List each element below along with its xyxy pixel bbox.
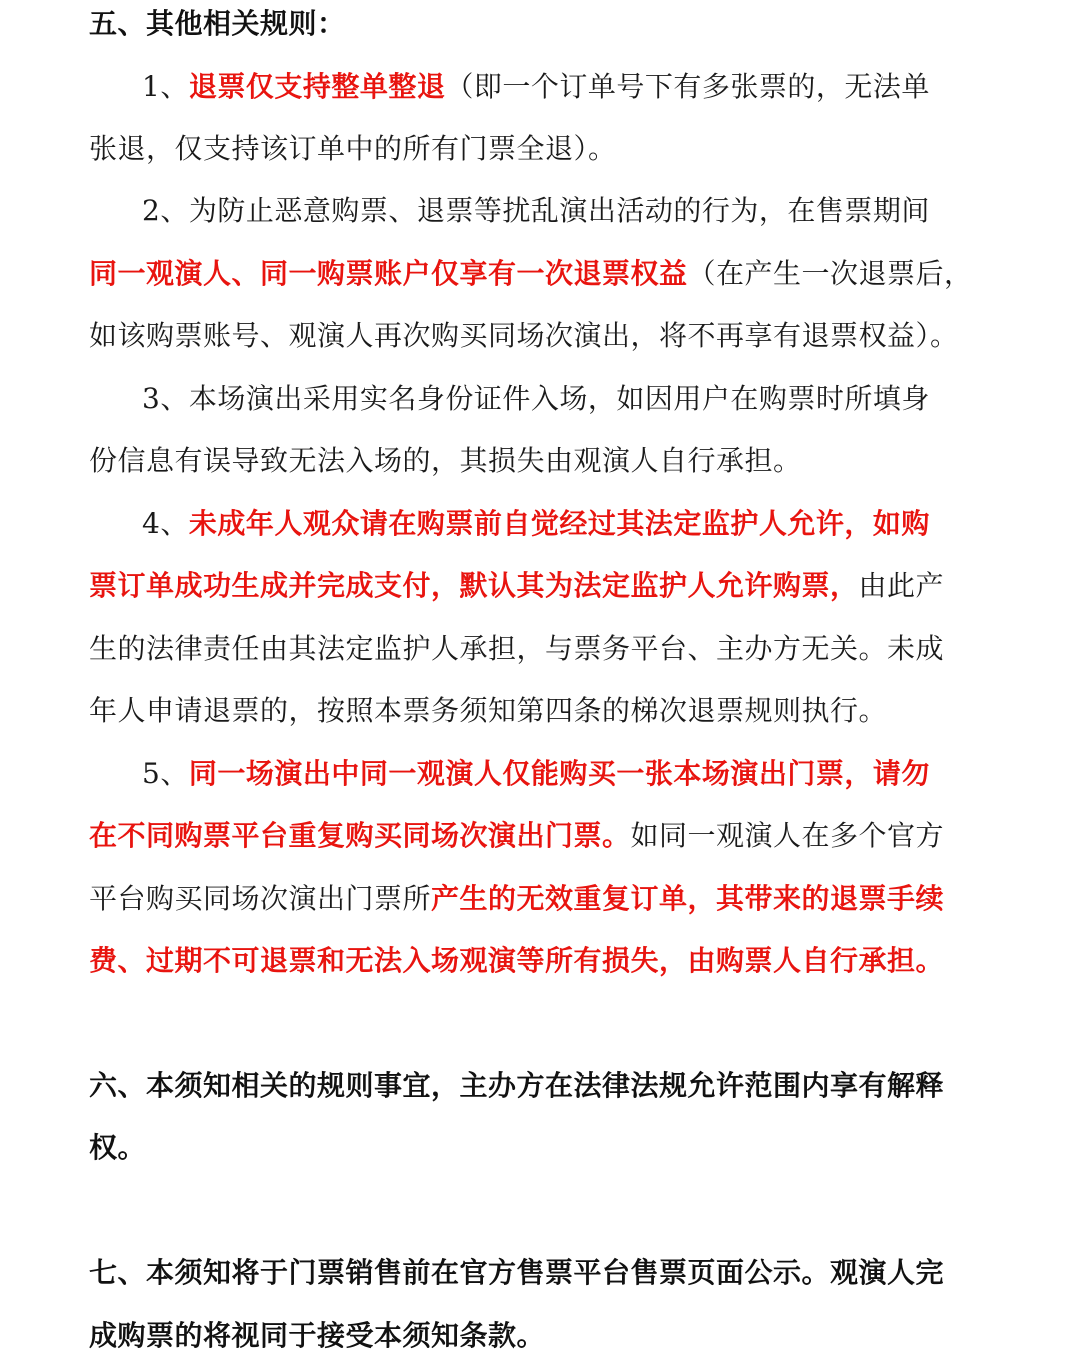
item-5-emphasis-cont: 在不同购票平台重复购买同场次演出门票。 [89,819,631,852]
item-1-text: （即一个订单号下有多张票的，无法单 [445,70,930,103]
item-5-text: 如同一观演人在多个官方 [630,819,945,852]
item-4-text-cont: 生的法律责任由其法定监护人承担，与票务平台、主办方无关。未成 [89,632,945,665]
item-2-text-cont: （在产生一次退票后， [687,257,973,290]
item-3-text-cont: 份信息有误导致无法入场的，其损失由观演人自行承担。 [89,444,802,477]
section-5-heading-text: 五、其他相关规则： [89,7,346,40]
section-7-line-1 [89,1253,945,1293]
item-4-text: 由此产 [858,569,945,602]
item-5-line-2 [89,816,945,856]
item-4-line-1 [142,504,930,544]
item-3-text: 本场演出采用实名身份证件入场，如因用户在购票时所填身 [188,382,930,415]
item-3-line-1 [142,379,930,419]
item-3-number: 3、 [142,382,189,415]
item-5-text-cont: 平台购买同场次演出门票所 [89,882,432,915]
item-2-number: 2、 [142,194,189,227]
item-5-emphasis-2: 产生的无效重复订单，其带来的退票手续 [431,882,945,915]
item-4-line-3 [89,629,945,669]
item-1-text-cont: 张退，仅支持该订单中的所有门票全退）。 [89,132,617,165]
section-6-text-cont: 权。 [89,1131,147,1164]
item-1-number: 1、 [142,70,189,103]
section-5-heading [89,4,919,44]
item-2-text-end: 如该购票账号、观演人再次购买同场次演出，将不再享有退票权益）。 [89,319,959,352]
item-1-line-1 [142,67,930,107]
item-2-emphasis: 同一观演人、同一购票账户仅享有一次退票权益 [89,257,688,290]
item-1-emphasis: 退票仅支持整单整退 [188,70,446,103]
section-7-text: 七、本须知将于门票销售前在官方售票平台售票页面公示。观演人完 [89,1256,945,1289]
item-4-emphasis: 未成年人观众请在购票前自觉经过其法定监护人允许，如购 [188,507,930,540]
item-5-line-3 [89,879,945,919]
item-4-text-end: 年人申请退票的，按照本票务须知第四条的梯次退票规则执行。 [89,694,888,727]
section-6-text: 六、本须知相关的规则事宜，主办方在法律法规允许范围内享有解释 [89,1069,945,1102]
item-1-line-2 [89,129,919,169]
item-5-emphasis: 同一场演出中同一观演人仅能购买一张本场演出门票，请勿 [188,757,930,790]
item-5-emphasis-end: 费、过期不可退票和无法入场观演等所有损失，由购票人自行承担。 [89,944,945,977]
section-7-line-2 [89,1316,919,1356]
section-6-line-2 [89,1128,919,1168]
item-2-line-1 [142,191,930,231]
section-6-line-1 [89,1066,945,1106]
item-4-line-2 [89,566,945,606]
section-7-text-cont: 成购票的将视同于接受本须知条款。 [89,1319,546,1352]
item-2-text: 为防止恶意购票、退票等扰乱演出活动的行为，在售票期间 [188,194,930,227]
item-4-line-4 [89,691,919,731]
item-5-line-4 [89,941,945,981]
item-3-line-2 [89,441,919,481]
item-5-line-1 [142,754,930,794]
item-4-number: 4、 [142,507,189,540]
item-2-line-2 [89,254,973,294]
item-5-number: 5、 [142,757,189,790]
item-2-line-3 [89,316,959,356]
item-4-emphasis-cont: 票订单成功生成并完成支付，默认其为法定监护人允许购票， [89,569,859,602]
